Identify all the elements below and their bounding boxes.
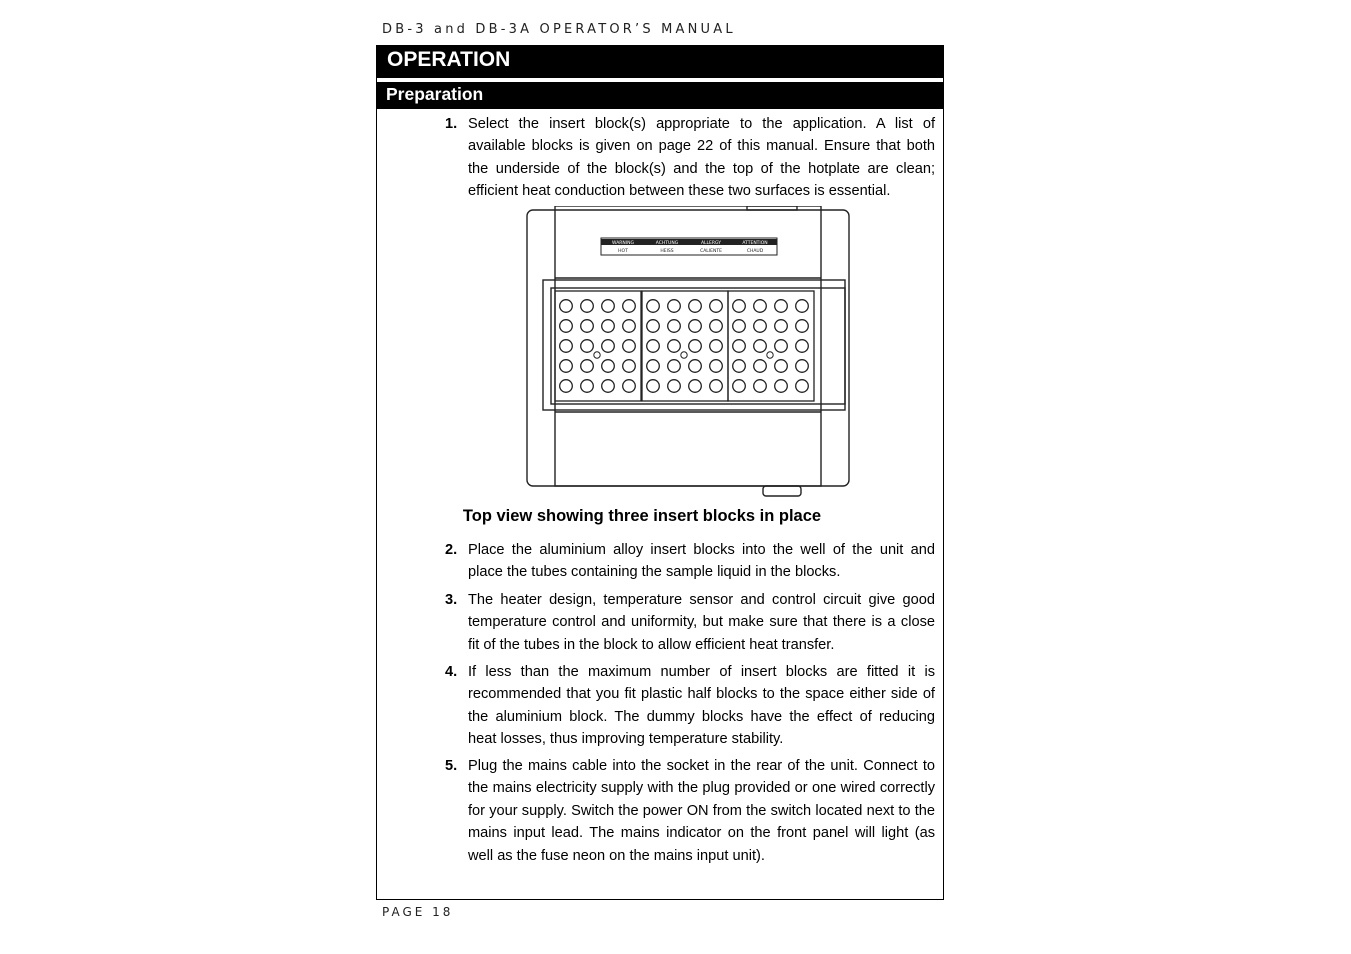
warning-label: [601, 238, 777, 255]
step-2: [445, 539, 935, 584]
tube-hole: [623, 320, 636, 333]
tube-hole: [581, 320, 594, 333]
tube-hole: [602, 300, 615, 313]
tube-hole: [623, 340, 636, 353]
tube-hole: [581, 360, 594, 373]
step-number: 3.: [445, 592, 458, 608]
tube-hole: [668, 380, 681, 393]
section-title: OPERATION: [387, 48, 511, 71]
tube-hole: [710, 360, 723, 373]
step-number: 5.: [445, 758, 458, 774]
tube-hole: [668, 360, 681, 373]
insert-block: [555, 291, 641, 401]
tube-hole: [647, 300, 660, 313]
figure-caption-text: Top view showing three insert blocks in place: [462, 507, 822, 525]
tube-hole: [754, 320, 767, 333]
tube-hole: [775, 340, 788, 353]
tube-hole: [689, 380, 702, 393]
step-3: [445, 589, 935, 656]
tube-hole: [733, 380, 746, 393]
tube-hole: [733, 360, 746, 373]
step-4: [445, 661, 935, 751]
tube-hole: [733, 340, 746, 353]
label-heading-1: WARNING: [612, 241, 634, 246]
tube-hole: [710, 380, 723, 393]
tube-hole: [668, 340, 681, 353]
step-text: Place the aluminium alloy insert blocks into the well of the unit and place the tubes containing the sample liquid in the blocks.: [468, 542, 935, 581]
insert-blocks: [555, 291, 814, 401]
tube-hole: [647, 320, 660, 333]
label-word-1: HOT: [618, 249, 628, 254]
tube-hole: [710, 320, 723, 333]
tube-hole: [796, 380, 809, 393]
tube-hole: [560, 380, 573, 393]
tube-hole: [623, 300, 636, 313]
tube-hole: [775, 380, 788, 393]
tube-hole: [733, 320, 746, 333]
sensor-hole: [594, 352, 600, 358]
tube-hole: [668, 320, 681, 333]
tube-hole: [796, 340, 809, 353]
step-number: 2.: [445, 542, 458, 558]
label-word-3: CALIENTE: [700, 249, 722, 254]
subsection-title: Preparation: [386, 84, 484, 104]
tube-hole: [733, 300, 746, 313]
page-frame: [376, 45, 944, 900]
figure-caption: [377, 507, 943, 526]
sensor-hole: [681, 352, 687, 358]
tube-hole: [775, 320, 788, 333]
tube-hole: [581, 380, 594, 393]
insert-block: [728, 291, 814, 401]
label-heading-4: ATTENTION: [742, 241, 768, 246]
subsection-title-bar: [377, 82, 943, 109]
tube-hole: [647, 380, 660, 393]
tube-hole: [775, 300, 788, 313]
insert-block: [642, 291, 728, 401]
step-5: [445, 755, 935, 867]
tube-hole: [710, 340, 723, 353]
label-heading-3: ALLERGY: [700, 241, 722, 246]
tube-hole: [668, 300, 681, 313]
tube-hole: [710, 300, 723, 313]
step-text: The heater design, temperature sensor and control circuit give good temperature control and uniformity, but make sure that there is a close fit of the tubes in the block to allow efficient heat transfer.: [468, 592, 935, 653]
hotplate-top-view-figure: [525, 206, 853, 504]
step-number: 1.: [445, 116, 458, 132]
tube-hole: [775, 360, 788, 373]
tube-hole: [560, 300, 573, 313]
tube-hole: [647, 360, 660, 373]
tube-hole: [560, 360, 573, 373]
tube-hole: [754, 300, 767, 313]
tube-hole: [796, 360, 809, 373]
tube-hole: [796, 320, 809, 333]
tube-hole: [560, 320, 573, 333]
tube-hole: [602, 360, 615, 373]
tube-hole: [560, 340, 573, 353]
tube-hole: [602, 340, 615, 353]
tube-hole: [796, 300, 809, 313]
label-word-2: HEISS: [660, 249, 674, 254]
tube-hole: [754, 360, 767, 373]
tube-hole: [623, 380, 636, 393]
section-title-bar: [377, 46, 943, 78]
step-text: If less than the maximum number of insert blocks are fitted it is recommended that you fit plastic half blocks to the space either side of the aluminium block. The dummy blocks have the effect of reducing heat losses, thus improving temperature stability.: [468, 664, 935, 748]
label-heading-2: ACHTUNG: [655, 241, 679, 246]
tube-hole: [754, 340, 767, 353]
page-number: PAGE 18: [382, 905, 454, 919]
tube-hole: [689, 360, 702, 373]
running-header: DB-3 and DB-3A OPERATOR’S MANUAL: [382, 22, 736, 37]
tube-hole: [623, 360, 636, 373]
tube-hole: [689, 340, 702, 353]
tube-hole: [602, 380, 615, 393]
sensor-hole: [767, 352, 773, 358]
step-text: Select the insert block(s) appropriate to the application. A list of available blocks is given on page 22 of this manual. Ensure that both the underside of the block(s) and the top of the hotplate are clean; efficient heat conduction between these two surfaces is essential.: [468, 116, 935, 200]
step-1: [445, 113, 935, 203]
tube-hole: [581, 300, 594, 313]
step-text: Plug the mains cable into the socket in the rear of the unit. Connect to the mains electricity supply with the plug provided or one wired correctly for your supply. Switch the power ON from the switch located next to the mains input lead. The mains indicator on the front panel will light (as well as the fuse neon on the mains input unit).: [468, 758, 935, 864]
tube-hole: [754, 380, 767, 393]
step-number: 4.: [445, 664, 458, 680]
tube-hole: [689, 300, 702, 313]
label-word-4: CHAUD: [746, 249, 764, 254]
tube-hole: [689, 320, 702, 333]
tube-hole: [647, 340, 660, 353]
tube-hole: [581, 340, 594, 353]
tube-hole: [602, 320, 615, 333]
